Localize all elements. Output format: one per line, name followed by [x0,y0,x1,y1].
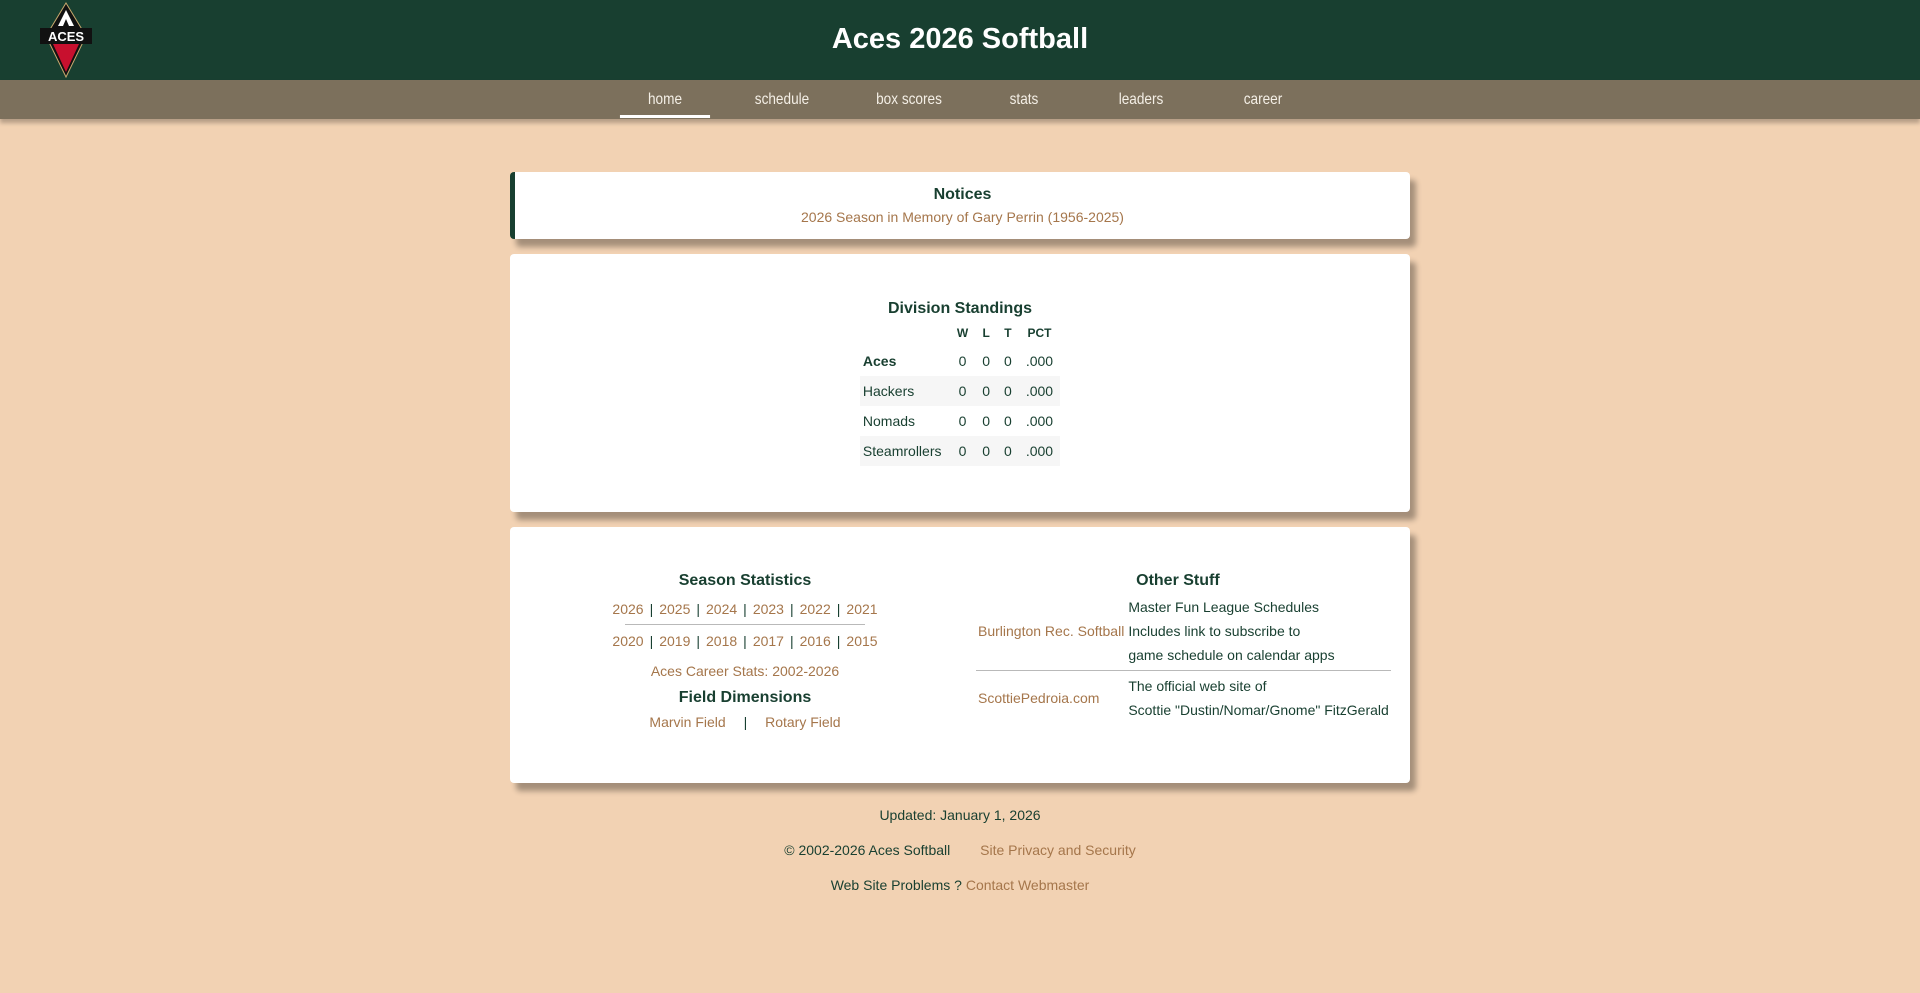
marvin-field-link[interactable]: Marvin Field [649,714,726,730]
other-stuff-title: Other Stuff [1136,572,1220,589]
nav-box-scores[interactable]: box scores [876,91,942,108]
copyright-text: © 2002-2026 Aces Softball [784,842,951,858]
rotary-field-link[interactable]: Rotary Field [765,714,841,730]
scottie-pedroia-link[interactable]: ScottiePedroia.com [978,690,1100,706]
nav-stats[interactable]: stats [1009,91,1039,108]
year-link-2016[interactable]: 2016 [799,633,831,649]
links-card [510,527,1410,783]
nav-career[interactable]: career [1243,91,1283,108]
svg-text:ACES: ACES [47,29,85,44]
footer [510,798,1410,903]
team-name: Aces [862,353,897,369]
team-name: Nomads [862,413,916,429]
other-stuff-section [980,527,1391,783]
years-row-1: 2026 | 2025 | 2024 | 2023 | 2022 | 2021 [510,597,980,621]
years-row-2: 2020 | 2019 | 2018 | 2017 | 2016 | 2015 [510,629,980,653]
year-link-2020[interactable]: 2020 [612,633,644,649]
standings-row: Nomads 0 0 0 .000 [860,406,1060,436]
year-link-2018[interactable]: 2018 [706,633,738,649]
col-w: W [956,326,969,340]
burlington-rec-link[interactable]: Burlington Rec. Softball [978,623,1125,639]
standings-row: Aces 0 0 0 .000 [860,346,1060,376]
nav-leaders[interactable]: leaders [1118,91,1164,108]
standings-card [510,254,1410,512]
season-stats-section: Season Statistics 2026 | 2025 | 2024 | 2023 | 2022 | 2021 2020 | 2019 | 2018 | 2017 | 2016 | 2015 Aces Career Stats: 2002-2026 Field Dimensions Marvin Field | Rotary Field [510,527,980,783]
main-content [510,119,1410,903]
site-title: Aces 2026 Softball [831,23,1089,55]
year-link-2021[interactable]: 2021 [846,601,878,617]
contact-webmaster-link[interactable]: Contact Webmaster [965,877,1090,893]
notices-card [510,172,1410,239]
standings-title: Division Standings [887,300,1032,317]
updated-text: Updated: January 1, 2026 [879,807,1041,823]
notices-title: Notices [933,186,992,203]
notices-message: 2026 Season in Memory of Gary Perrin (1956-2025) [801,209,1124,225]
year-link-2024[interactable]: 2024 [706,601,738,617]
year-link-2015[interactable]: 2015 [846,633,878,649]
year-link-2026[interactable]: 2026 [612,601,644,617]
col-t: T [1004,326,1012,340]
year-link-2019[interactable]: 2019 [659,633,691,649]
privacy-link[interactable]: Site Privacy and Security [980,842,1136,858]
other-stuff-table [976,595,1391,722]
standings-row: Steamrollers 0 0 0 .000 [860,436,1060,466]
col-l: L [982,326,990,340]
problems-text: Web Site Problems ? [830,877,962,893]
field-dimensions-title: Field Dimensions [678,689,812,706]
team-name: Steamrollers [860,436,950,466]
site-header [0,0,1920,80]
nav-home[interactable]: home [620,80,710,119]
other-stuff-row: Burlington Rec. Softball Master Fun League Schedules Includes link to subscribe to game schedule on calendar apps [976,595,1391,671]
divider [625,624,865,625]
season-stats-title: Season Statistics [678,572,812,589]
other-stuff-row: ScottiePedroia.com The official web site of Scottie "Dustin/Nomar/Gnome" FitzGerald [978,678,1389,718]
team-name: Hackers [860,376,950,406]
year-link-2025[interactable]: 2025 [659,601,691,617]
year-link-2023[interactable]: 2023 [752,601,784,617]
career-stats-link[interactable]: Aces Career Stats: 2002-2026 [650,663,840,679]
year-link-2017[interactable]: 2017 [752,633,784,649]
nav-schedule[interactable]: schedule [754,91,810,108]
col-pct: PCT [1027,326,1052,340]
standings-row: Hackers 0 0 0 .000 [860,376,1060,406]
main-nav [0,80,1920,119]
year-link-2022[interactable]: 2022 [799,601,831,617]
standings-table [860,324,1060,466]
